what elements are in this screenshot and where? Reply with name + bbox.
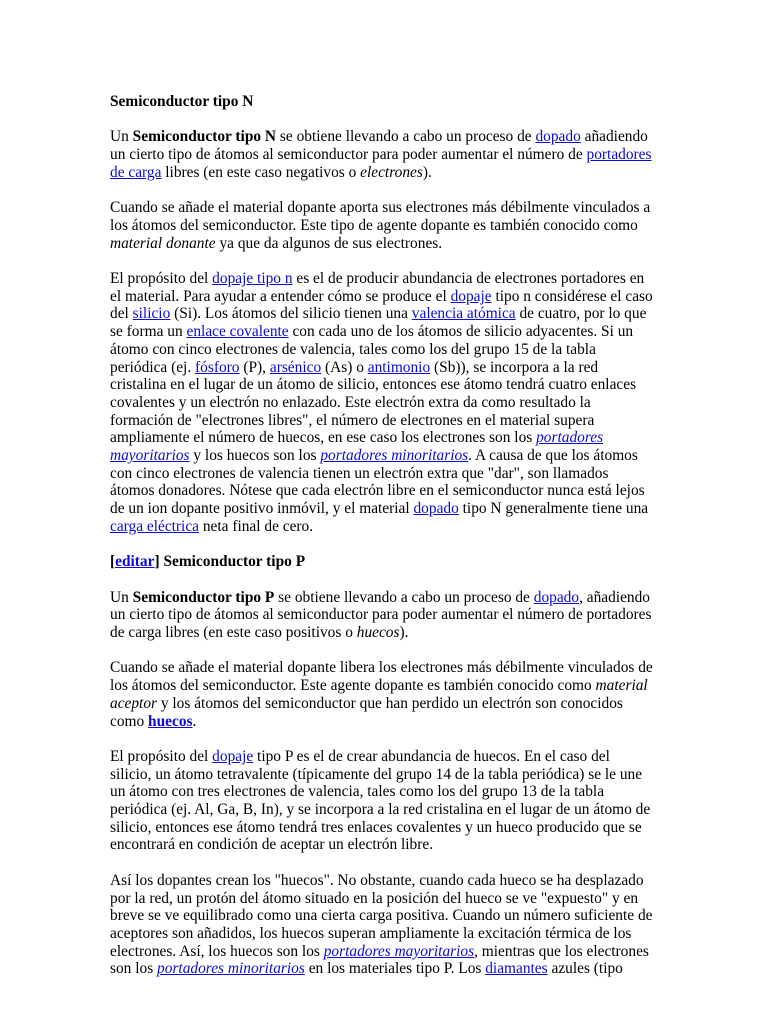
heading-semiconductor-p: [editar] Semiconductor tipo P [110, 553, 306, 571]
link-dopaje[interactable]: dopaje [450, 287, 492, 305]
link-portadores-de-carga-cont[interactable]: de carga [110, 163, 162, 181]
link-antimonio[interactable]: antimonio [367, 358, 431, 376]
article-body [110, 93, 660, 996]
edit-link[interactable]: editar [115, 553, 155, 571]
link-dopado-3[interactable]: dopado [533, 588, 580, 606]
paragraph-n-donor: Cuando se añade el material dopante aporta sus electrones más débilmente vinculados a los átomos del semiconductor. Este tipo de agente dopante es también conocido como material donante ya que da algunos de sus electrones. [110, 199, 651, 252]
link-diamantes[interactable]: diamantes [485, 960, 548, 978]
link-carga-electrica[interactable]: carga eléctrica [110, 517, 199, 535]
link-arsenico[interactable]: arsénico [269, 358, 322, 376]
link-portadores-mayoritarios[interactable]: portadores [536, 429, 604, 447]
link-portadores-minoritarios-2[interactable]: portadores minoritarios [157, 960, 305, 978]
paragraph-p-purpose: El propósito del dopaje tipo P es el de crear abundancia de huecos. En el caso del silicio, un átomo tetravalente (típicamente del grupo 14 de la tabla periódica) se le une un átomo con tres electrones de valencia, tales como los del grupo 13 de la tabla periódica (ej. Al, Ga, B, In), y se incorpora a la red cristalina en el lugar de un átomo de silicio, entonces ese átomo tendrá tres enlaces covalentes y un hueco producido que se encontrará en condición de aceptar un electrón libre. [110, 747, 651, 854]
link-portadores-mayoritarios-2[interactable]: portadores mayoritarios [323, 942, 475, 960]
link-dopaje-2[interactable]: dopaje [212, 747, 254, 765]
term-semiconductor-n: Semiconductor tipo N [132, 128, 277, 146]
link-enlace-covalente[interactable]: enlace covalente [186, 323, 289, 341]
link-portadores-de-carga[interactable]: portadores [586, 146, 652, 164]
link-portadores-mayoritarios-cont[interactable]: mayoritarios [110, 447, 190, 465]
heading-semiconductor-n: Semiconductor tipo N [110, 93, 254, 110]
paragraph-n-definition: Un Semiconductor tipo N se obtiene llevando a cabo un proceso de dopado añadiendo un cierto tipo de átomos al semiconductor para poder aumentar el número de portadores de carga libres (en este caso negativos o electrones). [110, 128, 652, 181]
link-huecos[interactable]: huecos [148, 712, 193, 730]
paragraph-p-acceptor: Cuando se añade el material dopante libera los electrones más débilmente vinculados de los átomos del semiconductor. Este agente dopante es también conocido como material aceptor y los átomos del semiconductor que han perdido un electrón son conocidos como huecos. [110, 659, 653, 730]
link-dopaje-tipo-n[interactable]: dopaje tipo n [212, 269, 293, 287]
link-dopado-2[interactable]: dopado [413, 500, 459, 518]
paragraph-n-purpose: El propósito del dopaje tipo n es el de producir abundancia de electrones portadores en el material. Para ayudar a entender cómo se produce el dopaje tipo n considérese el caso del silicio (Si). Los átomos del silicio tienen una valencia atómica de cuatro, por lo que se forma un enlace covalente con cada uno de los átomos de silicio adyacentes. Si un átomo con cinco electrones de valencia, tales como los del grupo 15 de la tabla periódica (ej. fósforo (P), arsénico (As) o antimonio (Sb)), se incorpora a la red cristalina en el lugar de un átomo de silicio, entonces ese átomo tendrá cuatro enlaces covalentes y un electrón no enlazado. Este electrón extra da como resultado la formación de "electrones libres", el número de electrones en el material supera ampliamente el número de huecos, en ese caso los electrones son los portadores mayoritarios y los huecos son los portadores minoritarios. A causa de que los átomos con cinco electrones de valencia tienen un electrón extra que "dar", son llamados átomos donadores. Nótese que cada electrón libre en el semiconductor nunca está lejos de un ion dopante positivo inmóvil, y el material dopado tipo N generalmente tiene una carga eléctrica neta final de cero. [110, 269, 653, 535]
link-valencia-atomica[interactable]: valencia atómica [411, 305, 516, 323]
link-fosforo[interactable]: fósforo [195, 358, 240, 376]
term-semiconductor-p: Semiconductor tipo P [132, 588, 275, 606]
paragraph-p-holes: Así los dopantes crean los "huecos". No obstante, cuando cada hueco se ha desplazado por la red, un protón del átomo situado en la posición del hueco se ve "expuesto" y en breve se ve equilibrado como una cierta carga positiva. Cuando un número suficiente de aceptores son añadidos, los huecos superan ampliamente la excitación térmica de los electrones. Así, los huecos son los portadores mayoritarios, mientras que los electrones son los portadores minoritarios en los materiales tipo P. Los diamantes azules (tipo [110, 871, 653, 978]
link-portadores-minoritarios[interactable]: portadores minoritarios [320, 447, 469, 465]
link-silicio[interactable]: silicio [132, 305, 171, 323]
link-dopado[interactable]: dopado [535, 128, 581, 146]
paragraph-p-definition: Un Semiconductor tipo P se obtiene llevando a cabo un proceso de dopado, añadiendo un cierto tipo de átomos al semiconductor para poder aumentar el número de portadores de carga libres (en este caso positivos o huecos). [110, 588, 652, 642]
